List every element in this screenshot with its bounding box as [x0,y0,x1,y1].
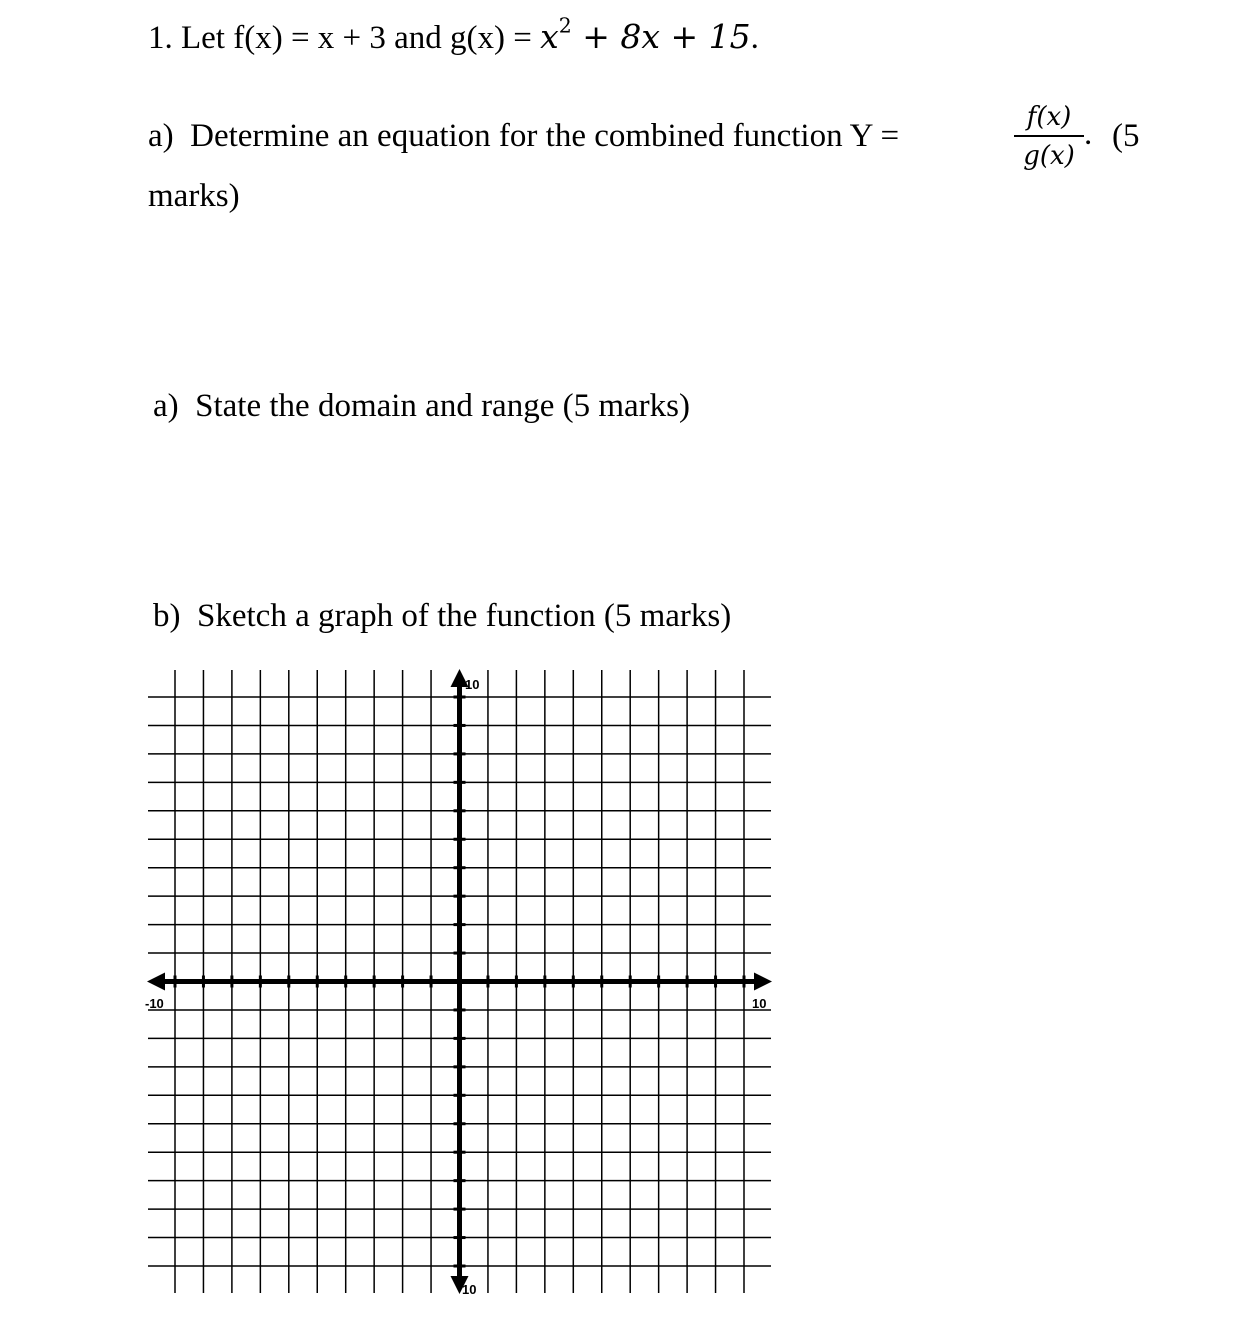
part-b-text: Sketch a graph of the function (5 marks) [197,598,732,634]
x-axis-left-arrow [147,973,165,991]
part-a2-text: State the domain and range (5 marks) [195,388,690,424]
y-axis-max-label: 10 [465,677,480,692]
question-intro-prefix: Let f(x) = x + 3 and g(x) = [181,20,541,56]
gx-rest: + 8x + 15 [571,17,751,56]
gx-variable: x [540,17,559,56]
part-a1-marks-end: marks) [148,178,240,214]
fraction-numerator: f(x) [1026,102,1072,132]
axes [147,669,772,1294]
y-axis-min-label: 10 [462,1282,477,1297]
gx-exponent: 2 [558,13,572,38]
x-axis-right-arrow [754,973,772,991]
part-a2-label: a) [153,388,179,424]
part-a1-label: a) [148,118,174,154]
fraction-denominator: g(x) [1023,141,1075,171]
part-b-label: b) [153,598,181,634]
part-a1-marks-start: (5 [1112,118,1140,154]
question-number: 1. [148,20,173,56]
part-a1-text: Determine an equation for the combined function Y = [190,118,900,154]
x-axis-min-label: -10 [145,996,164,1011]
question-intro-end: . [750,20,759,56]
x-axis-max-label: 10 [752,996,767,1011]
part-a1-period: . [1084,116,1093,152]
